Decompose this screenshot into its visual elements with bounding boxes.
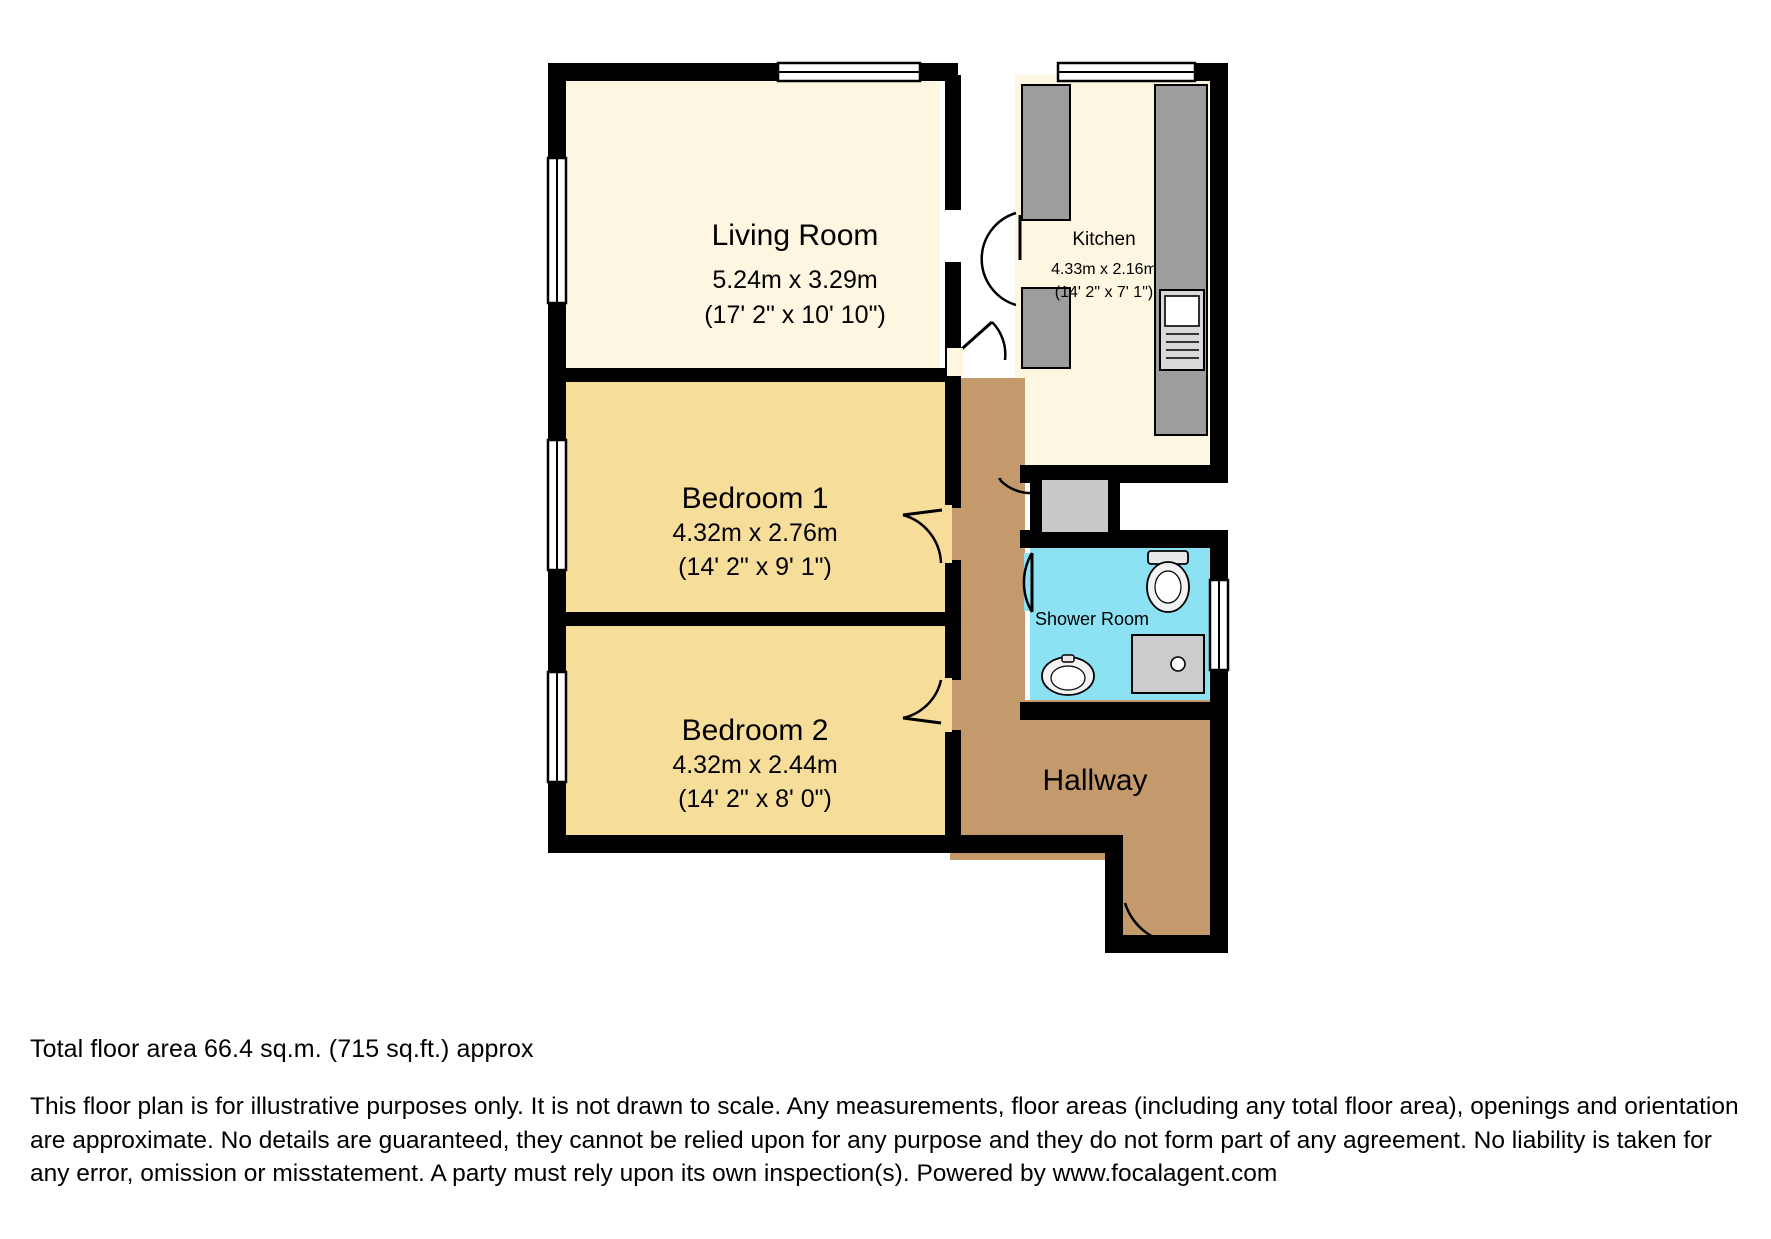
footer-text-block xyxy=(30,1035,1750,1191)
wall-cupboard-right xyxy=(1108,468,1120,533)
toilet-icon xyxy=(1147,551,1189,612)
living-room-imperial: (17' 2" x 10' 10") xyxy=(704,301,886,329)
disclaimer-text: This floor plan is for illustrative purposes only. It is not drawn to scale. Any measurements, floor areas (including any total floor area), openings and orientation are approximate. No details are guaranteed, they cannot be relied upon for any purpose and they do not form part of any agreement. No liability is taken for any error, omission or misstatement. A party must rely upon its own inspection(s). Powered by www.focalagent.com xyxy=(30,1093,1739,1188)
wall-right-kitchen xyxy=(1210,63,1228,483)
window-kitchen-top xyxy=(1058,63,1195,81)
kitchen-counter-units-right xyxy=(1155,85,1207,435)
bedroom-2-metric: 4.32m x 2.44m xyxy=(672,751,838,779)
living-room-label: Living Room xyxy=(711,219,879,252)
wall-shower-bottom xyxy=(1020,702,1228,720)
wall-hall-right xyxy=(1210,702,1228,952)
bedroom-1-label: Bedroom 1 xyxy=(681,482,829,515)
wall-cupboard-bottom xyxy=(1030,468,1120,480)
wall-bedroom1-bedroom2 xyxy=(566,612,961,626)
window-living-left xyxy=(548,158,566,303)
wall-hall-step-top xyxy=(963,835,1123,853)
total-floor-area-text: Total floor area 66.4 sq.m. (715 sq.ft.) approx xyxy=(30,1035,534,1063)
door-kitchen xyxy=(982,213,1020,305)
window-bedroom2-left xyxy=(548,672,566,782)
hallway-label: Hallway xyxy=(1042,764,1148,797)
window-living-top xyxy=(778,63,920,81)
wall-hall-bottom xyxy=(1105,935,1228,953)
wall-living-kitchen xyxy=(945,75,961,210)
wall-shower-top xyxy=(1020,530,1228,548)
window-bedroom1-left xyxy=(548,440,566,570)
living-room-metric: 5.24m x 3.29m xyxy=(712,266,878,294)
kitchen-counter-units xyxy=(1022,85,1070,220)
shower-room-label: Shower Room xyxy=(1034,609,1150,629)
wall-hallway-left-3 xyxy=(945,730,961,840)
bedroom-2-label: Bedroom 2 xyxy=(681,714,829,747)
bedroom-1-metric: 4.32m x 2.76m xyxy=(672,519,838,547)
wall-hallway-left-2 xyxy=(945,560,961,680)
bedroom-1-imperial: (14' 2" x 9' 1") xyxy=(678,553,832,581)
wall-hallway-left xyxy=(945,368,961,508)
window-shower-right xyxy=(1210,580,1228,670)
wall-bottom-exterior xyxy=(548,835,963,853)
cupboard-icon xyxy=(1042,480,1108,532)
kitchen-label: Kitchen xyxy=(1072,229,1136,250)
shower-tray-icon xyxy=(1132,635,1204,693)
kitchen-sink xyxy=(1160,290,1204,370)
hallway-entry-area xyxy=(1110,838,1210,948)
door-shower-room xyxy=(1024,553,1036,612)
wall-living-bedroom1 xyxy=(566,368,961,382)
kitchen-metric: 4.33m x 2.16m xyxy=(1051,261,1157,278)
kitchen-imperial: (14' 2" x 7' 1") xyxy=(1054,284,1154,301)
wall-top-left xyxy=(548,63,778,81)
bedroom-2-imperial: (14' 2" x 8' 0") xyxy=(678,785,832,813)
